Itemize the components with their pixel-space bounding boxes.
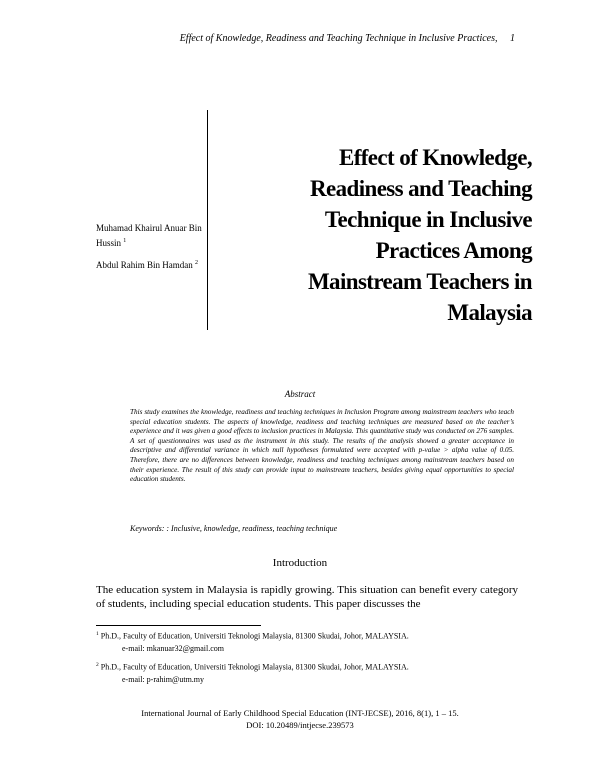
vertical-divider: [207, 110, 208, 330]
title-line: Mainstream Teachers in: [307, 269, 532, 294]
authors-block: [96, 222, 204, 279]
title-line: Malaysia: [447, 300, 532, 325]
title-line: Effect of Knowledge,: [338, 145, 532, 170]
abstract-heading: Abstract: [284, 389, 316, 399]
footnote-2-text: Ph.D., Faculty of Education, Universiti Teknologi Malaysia, 81300 Skudai, Johor, MALAYSIA.: [100, 662, 409, 672]
author-1: [96, 222, 204, 250]
title-line: Practices Among: [375, 238, 532, 263]
author-2-name: Abdul Rahim Bin Hamdan: [96, 260, 193, 270]
title-line: Technique in Inclusive: [324, 207, 532, 232]
footnote-1-text: Ph.D., Faculty of Education, Universiti Teknologi Malaysia, 81300 Skudai, Johor, MALAYSIA.: [100, 631, 409, 641]
footnote-1-sup: 1: [96, 631, 99, 637]
footer-doi: DOI: 10.20489/intjecse.239573: [246, 720, 354, 730]
introduction-heading: Introduction: [272, 557, 328, 569]
running-head: [180, 33, 515, 44]
footnote-divider: [96, 625, 261, 626]
footnote-2-sup: 2: [96, 662, 99, 668]
introduction-text: The education system in Malaysia is rapidly growing. This situation can benefit every category of students, including special education students. This paper discusses the: [96, 584, 518, 610]
author-2: [96, 257, 204, 272]
page-footer: [0, 707, 600, 731]
running-head-title: Effect of Knowledge, Readiness and Teaching Technique in Inclusive Practices,: [179, 33, 498, 44]
author-2-sup: 2: [195, 260, 198, 266]
footer-journal: International Journal of Early Childhood Special Education (INT-JECSE), 2016, 8(1), 1 – 15.: [141, 708, 459, 718]
abstract-text: This study examines the knowledge, readiness and teaching techniques in Inclusion Program among mainstream teachers who teach special education students. The aspects of knowledge, readiness and teaching techniques are measured based on the teacher’s experience and it was given a good effects to inclusion practices in Malaysia. This quantitative study was conducted on 276 samples. A set of questionnaires was used as the instrument in this study. The results of the analysis showed a greater acceptance in descriptive and differential variance in which null hypotheses formulated were accepted with p-value > alpha value of 0.05. Therefore, there are no differences between knowledge, readiness and teaching techniques among mainstream teachers based on their experience. The result of this study can provide input to mainstream teachers, besides giving equal opportunities to special education students.: [130, 408, 514, 484]
author-1-sup: 1: [123, 238, 127, 244]
title-line: Readiness and Teaching: [310, 176, 532, 201]
footnote-1-email: e-mail: mkanuar32@gmail.com: [122, 643, 225, 653]
footnote-2: [96, 659, 516, 686]
paper-title: [220, 142, 532, 328]
author-1-name: Muhamad Khairul Anuar Bin Hussin: [96, 223, 202, 248]
page-number: 1: [510, 33, 515, 44]
footnote-2-email: e-mail: p-rahim@utm.my: [122, 674, 205, 684]
keywords: Keywords: : Inclusive, knowledge, readiness, teaching technique: [130, 524, 338, 533]
footnote-1: [96, 628, 516, 655]
